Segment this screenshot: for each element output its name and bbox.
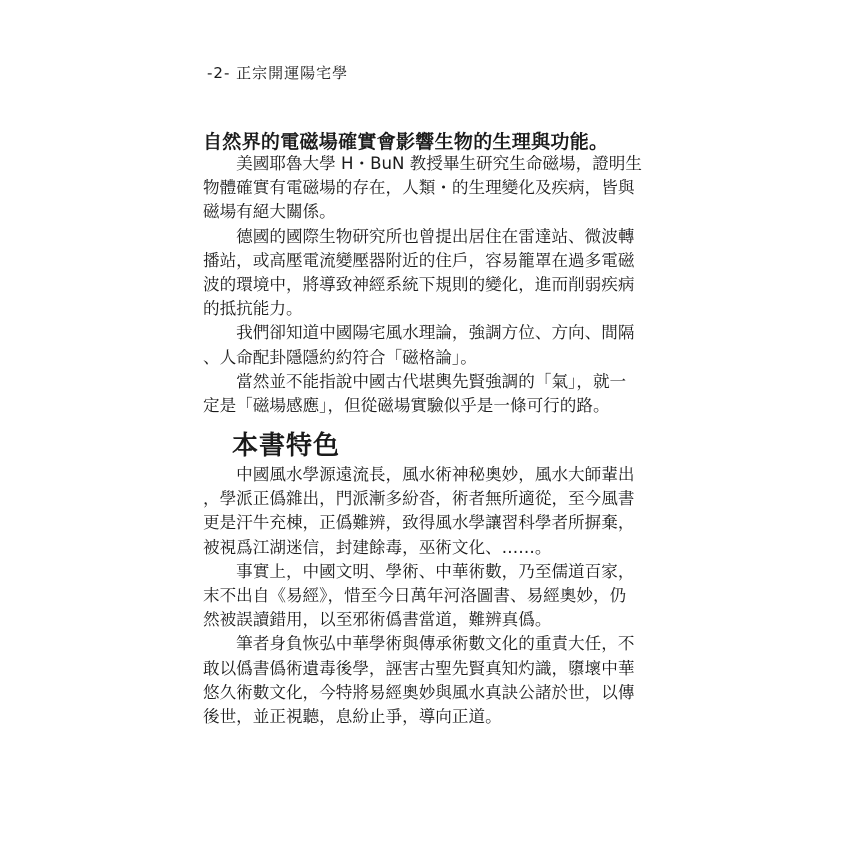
text-line: 美國耶魯大學 H・BuN 教授畢生研究生命磁場，證明生: [203, 154, 642, 173]
text-line: 我們卻知道中國陽宅風水理論，強調方位、方向、間隔: [203, 323, 635, 343]
text-line: 敢以僞書僞術遺毒後學，誣害古聖先賢真知灼識，隳壞中華: [203, 658, 635, 678]
text-line: 的抵抗能力。: [203, 299, 303, 319]
text-line: 事實上，中國文明、學術、中華術數，乃至儒道百家，: [203, 561, 635, 581]
text-line: 當然並不能指說中國古代堪輿先賢強調的「氣」，就一: [203, 371, 627, 391]
text-line: 後世，並正視聽，息紛止爭，導向正道。: [203, 706, 502, 726]
text-line: 然被誤讀錯用，以至邪術僞書當道，難辨真僞。: [203, 610, 552, 630]
text-line: 中國風水學源遠流長，風水術神秘奧妙，風水大師輩出: [203, 465, 635, 484]
text-line: 德國的國際生物研究所也曾提出居住在雷達站、微波轉: [203, 226, 635, 246]
text-line: 末不出自《易經》，惜至今日萬年河洛圖書、易經奧妙，仍: [203, 585, 627, 605]
chapter-heading: 本書特色: [232, 431, 341, 461]
text-line: 波的環境中，將導致神經系統下規則的變化，進而削弱疾病: [203, 274, 635, 294]
text-line: 、人命配卦隱隱約約符合「磁格論」。: [203, 347, 477, 367]
text-line: ，學派正僞雜出，門派漸多紛沓，術者無所適從，至今風書: [203, 489, 635, 509]
text-line: 磁場有絕大關係。: [203, 202, 336, 222]
text-line: 更是汗牛充棟，正僞難辨，致得風水學讓習科學者所摒棄，: [203, 513, 635, 533]
text-line: 物體確實有電磁場的存在，人類・的生理變化及疾病，皆與: [203, 178, 635, 198]
text-line: 悠久術數文化，今特將易經奧妙與風水真訣公諸於世，以傳: [203, 682, 635, 702]
section-heading: 自然界的電磁場確實會影響生物的生理與功能。: [203, 131, 609, 153]
text-line: 被視爲江湖迷信，封建餘毒，巫術文化、……。: [203, 537, 552, 557]
text-line: 定是「磁場感應」，但從磁場實驗似乎是一條可行的路。: [203, 395, 610, 415]
text-line: 筆者身負恢弘中華學術與傳承術數文化的重責大任，不: [203, 634, 635, 654]
text-line: 播站，或高壓電流變壓器附近的住戶，容易籠罩在過多電磁: [203, 250, 635, 270]
body-text-section-1: [203, 152, 651, 418]
running-header: -2- 正宗開運陽宅學: [207, 64, 349, 82]
body-text-section-2: [203, 463, 651, 729]
